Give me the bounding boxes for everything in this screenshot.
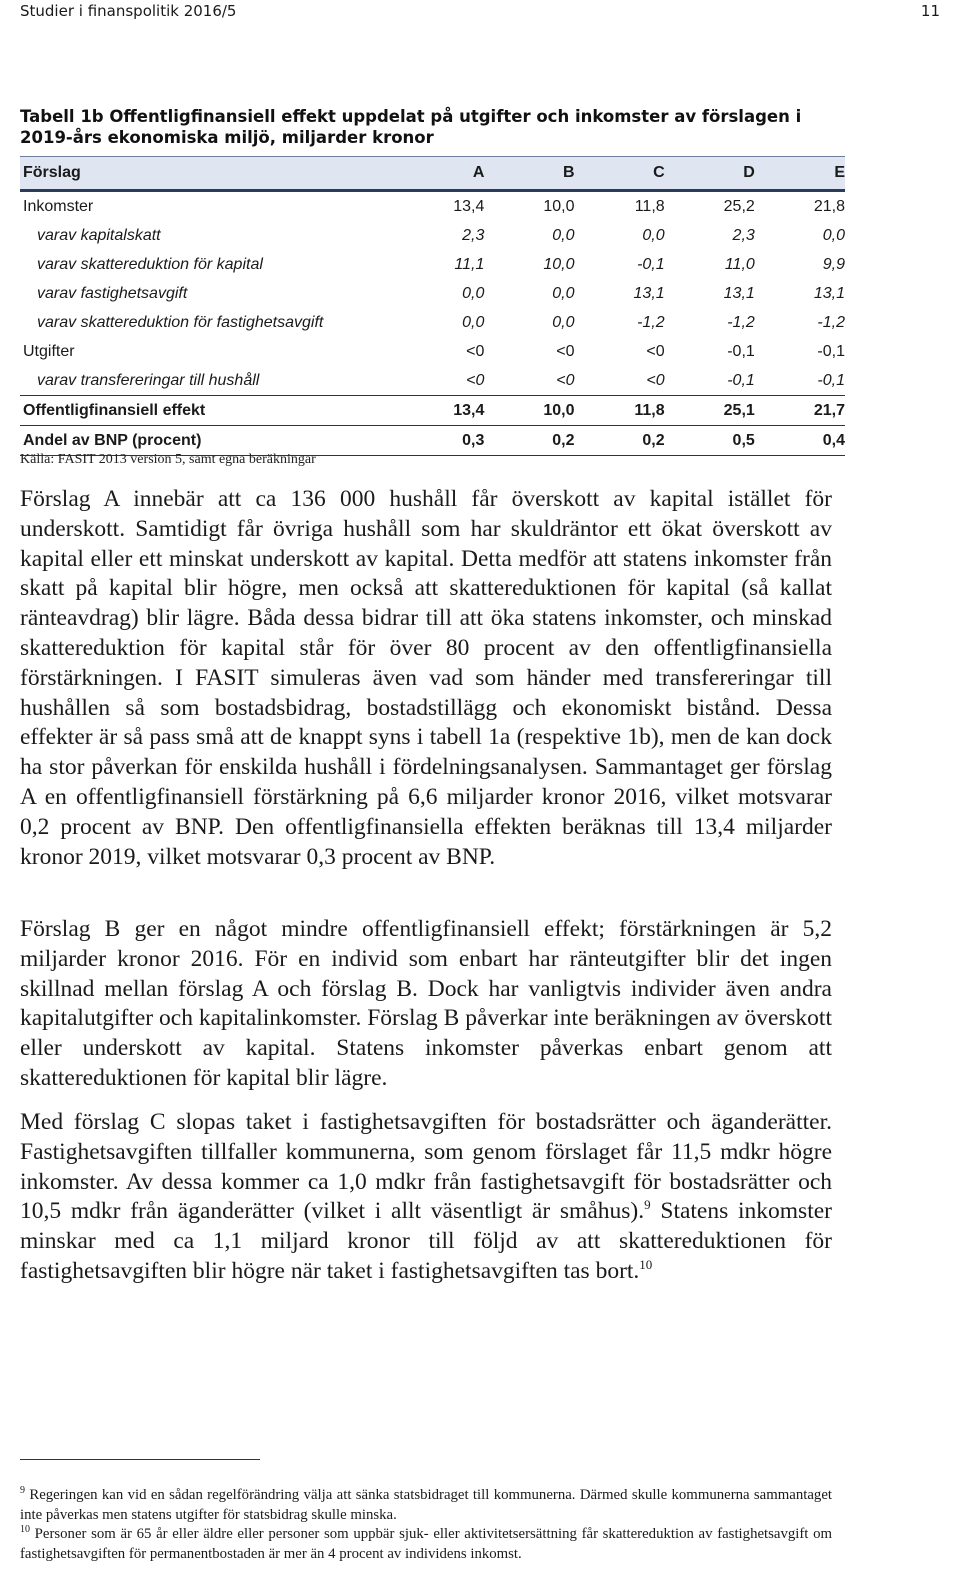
row-label: Offentligfinansiell effekt — [20, 396, 394, 426]
column-header: Förslag — [20, 157, 394, 191]
table-cell: 11,8 — [634, 197, 665, 215]
row-label: Andel av BNP (procent) — [20, 426, 394, 456]
table-cell: 13,1 — [723, 284, 755, 302]
row-label: varav fastighetsavgift — [37, 284, 188, 302]
table-cell: 21,7 — [755, 396, 845, 426]
footnote — [20, 1486, 832, 1525]
table-cell: 10,0 — [543, 255, 575, 273]
table-cell: 0,3 — [394, 426, 484, 456]
footnote-divider — [20, 1459, 260, 1460]
page-number: 11 — [920, 2, 940, 20]
table-cell: <0 — [466, 371, 485, 389]
row-label: varav kapitalskatt — [37, 226, 161, 244]
table-row — [20, 396, 845, 426]
row-label: varav transfereringar till hushåll — [37, 371, 260, 389]
table-cell: <0 — [556, 342, 575, 360]
column-header: D — [665, 157, 755, 191]
publication-title: Studier i finanspolitik 2016/5 — [20, 2, 237, 20]
column-header: C — [575, 157, 665, 191]
footnote-number: 9 — [20, 1485, 25, 1496]
table-cell: 0,4 — [755, 426, 845, 456]
table-row — [20, 426, 845, 456]
table-cell: 2,3 — [732, 226, 755, 244]
table-cell: -0,1 — [727, 342, 755, 360]
paragraph-proposal-b: Förslag B ger en något mindre offentligfinansiell effekt; förstärkningen är 5,2 miljarder kronor 2016. För en individ som enbart har ränteutgifter blir det ingen skillnad mellan förslag A och förslag B. Dock har vanligtvis individer även andra kapitalutgifter och kapitalinkomster. Förslag B påverkar inte beräkningen av överskott eller underskott av kapital. Statens inkomster påverkas enbart genom att skattereduktionen för kapital blir lägre. — [20, 916, 832, 1091]
table-cell: 25,2 — [723, 197, 755, 215]
row-label: Inkomster — [23, 197, 94, 215]
table-source-note: Källa: FASIT 2013 version 5, samt egna beräkningar — [20, 452, 316, 467]
table-cell: -1,2 — [817, 313, 845, 331]
footnote-text: Regeringen kan vid en sådan regelförändring välja att sänka statsbidraget till kommunerna. Därmed skulle kommunerna sammantaget inte påverkas men statens utgifter för statsbidrag skulle minska. — [20, 1487, 832, 1523]
column-header: E — [755, 157, 845, 191]
table-row — [20, 308, 845, 337]
table-cell: 13,1 — [813, 284, 845, 302]
table-cell: 13,1 — [633, 284, 665, 302]
table-cell: 13,4 — [394, 396, 484, 426]
footnote-text: Personer som är 65 år eller äldre eller personer som uppbär sjuk- eller aktivitetsersättning får skattereduktion av fastighetsavgift om fastighetsavgiften för permanentbostaden är mer än 4 procent av individens inkomst. — [20, 1526, 832, 1562]
column-header: A — [394, 157, 484, 191]
table-cell: -0,1 — [637, 255, 665, 273]
table-cell: 10,0 — [484, 396, 574, 426]
footnote-ref[interactable]: 10 — [639, 1256, 653, 1272]
table-cell: 2,3 — [462, 226, 485, 244]
table-cell: 11,1 — [454, 255, 485, 273]
column-header: B — [484, 157, 574, 191]
footnote-ref[interactable]: 9 — [644, 1197, 651, 1213]
table-cell: 0,0 — [822, 226, 845, 244]
table-cell: 0,5 — [665, 426, 755, 456]
data-table — [20, 156, 845, 456]
table-cell: 0,2 — [484, 426, 574, 456]
footnote — [20, 1525, 832, 1564]
table-cell: 11,0 — [724, 255, 755, 273]
table-row — [20, 366, 845, 396]
paragraph-proposal-a: Förslag A innebär att ca 136 000 hushåll får överskott av kapital istället för underskott. Samtidigt får övriga hushåll som har skuldräntor ett ökat överskott av kapital eller ett minskat underskott av kapital. Detta medför att statens inkomster från skatt på kapital blir högre, men också att skattereduktionen för kapital (så kallat ränteavdrag) blir lägre. Båda dessa bidrar till att öka statens inkomster, och minskad skattereduktion för kapital står för över 80 procent av den offentligfinansiella förstärkningen. I FASIT simuleras även vad som händer med transfereringar till hushållen så som bostadsbidrag, bostadstillägg och ekonomiskt bistånd. Dessa effekter är så pass små att de knappt syns i tabell 1a (respektive 1b), men de kan dock ha stor påverkan för enskilda hushåll i fördelningsanalysen. Sammantaget ger förslag A en offentligfinansiell förstärkning på 6,6 miljarder kronor 2016, vilket motsvarar 0,2 procent av BNP. Den offentligfinansiella effekten beräknas till 13,4 miljarder kronor 2019, vilket motsvarar 0,3 procent av BNP. — [20, 486, 832, 870]
table-row — [20, 191, 845, 222]
row-label: varav skattereduktion för fastighetsavgift — [37, 313, 324, 331]
table-cell: 25,1 — [665, 396, 755, 426]
table-cell: 21,8 — [813, 197, 845, 215]
table-cell: 11,8 — [575, 396, 665, 426]
table-cell: 13,4 — [453, 197, 485, 215]
table-cell: <0 — [466, 342, 485, 360]
footnote-number: 10 — [20, 1524, 30, 1535]
table-cell: 0,0 — [552, 313, 575, 331]
table-row — [20, 250, 845, 279]
table-cell: 0,0 — [462, 313, 485, 331]
row-label: Utgifter — [23, 342, 75, 360]
table-row — [20, 221, 845, 250]
table-cell: <0 — [556, 371, 575, 389]
paragraph-text: Statens inkomster minskar med ca 1,1 miljard kronor till följd av att skattereduktionen för fastighetsavgiften blir högre när taket i fastighetsavgiften tas bort. — [20, 1198, 832, 1284]
table-cell: -1,2 — [637, 313, 665, 331]
table-cell: 0,0 — [462, 284, 485, 302]
table-cell: 10,0 — [543, 197, 575, 215]
running-header — [20, 0, 940, 24]
table-cell: <0 — [646, 371, 665, 389]
table-cell: -0,1 — [817, 342, 845, 360]
table-row — [20, 279, 845, 308]
table-title: Tabell 1b Offentligfinansiell effekt uppdelat på utgifter och inkomster av förslagen i 2019-års ekonomiska miljö, miljarder kronor — [20, 107, 802, 147]
table-cell: 0,0 — [552, 284, 575, 302]
row-label: varav skattereduktion för kapital — [37, 255, 263, 273]
table-row — [20, 337, 845, 366]
paragraph-text: Med förslag C slopas taket i fastighetsavgiften för bostadsrätter och äganderätter. Fastighetsavgiften tillfaller kommunerna, som genom förslaget får 11,5 mdkr högre inkomster. Av dessa kommer ca 1,0 mdkr från fastighetsavgift för bostadsrätter och 10,5 mdkr från äganderätter (vilket i allt väsentligt är småhus). — [20, 1109, 832, 1225]
table-cell: 9,9 — [822, 255, 845, 273]
table-cell: <0 — [646, 342, 665, 360]
table-cell: -1,2 — [727, 313, 755, 331]
paragraph-proposal-c — [20, 1108, 832, 1287]
table-cell: 0,2 — [575, 426, 665, 456]
table-cell: 0,0 — [642, 226, 665, 244]
table-cell: -0,1 — [817, 371, 845, 389]
table-cell: -0,1 — [727, 371, 755, 389]
table-header-row — [20, 157, 845, 191]
table-cell: 0,0 — [552, 226, 575, 244]
